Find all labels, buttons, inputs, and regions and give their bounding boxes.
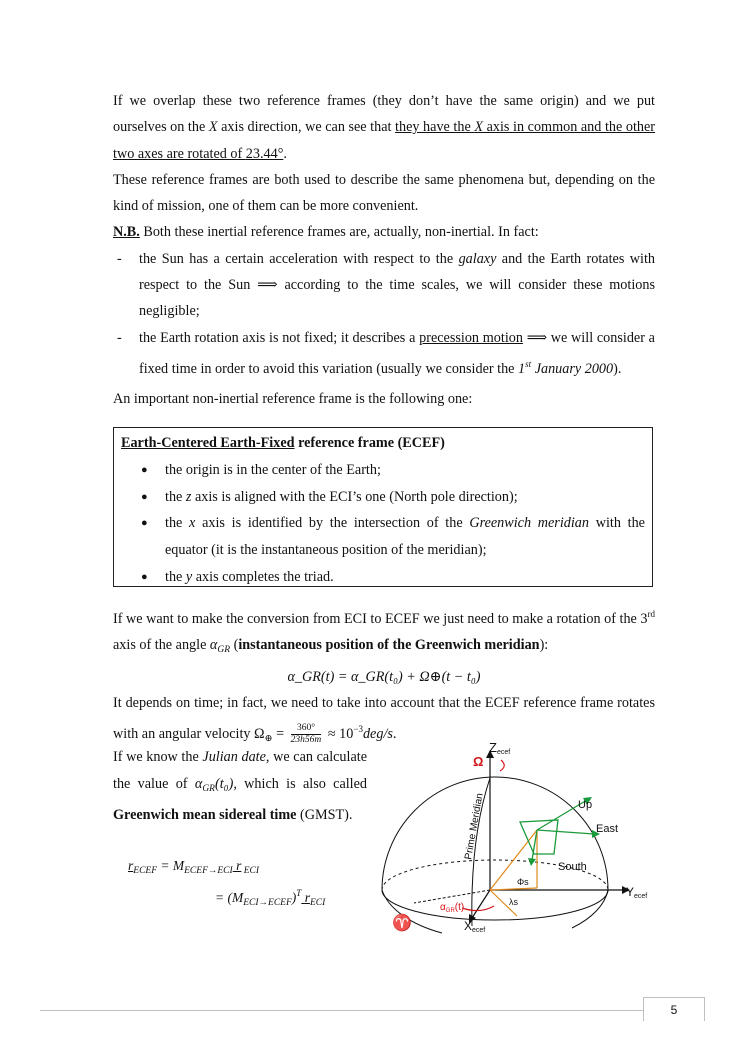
subscript: GR <box>217 645 231 656</box>
text-span: It depends on time; in fact, we need to take into account that the ECEF reference frame rotates with an angular velocity Ω <box>113 694 655 743</box>
text-span: ): <box>539 637 549 654</box>
east-vector <box>537 830 594 834</box>
nb-label: N.B. <box>113 224 140 241</box>
subscript: ECEF <box>133 866 158 876</box>
bold-term: instantaneous position of the Greenwich meridian <box>238 637 540 654</box>
fraction-denominator: 23h56m <box>290 735 322 746</box>
text-span: . <box>392 726 397 743</box>
fraction <box>291 723 322 746</box>
text-span: = M <box>157 858 185 873</box>
angle-value: 23.44° <box>245 145 284 162</box>
text-span: axis in common and the other two axes are rotated of <box>113 119 656 162</box>
text-span <box>113 601 655 664</box>
paragraph-nb <box>113 219 655 245</box>
italic-term: Julian date <box>202 749 266 765</box>
omega-rotation-arrow <box>500 760 504 771</box>
math-x: X <box>208 119 218 136</box>
text-span: the Earth rotation axis is not fixed; it describes a <box>139 329 420 346</box>
south-arrow <box>528 858 536 866</box>
math-x: X <box>474 119 484 136</box>
list-item-text: the origin is in the center of the Earth; <box>165 461 381 478</box>
text-span: If we overlap these two reference frames (they don’t have the same origin) and we put ourselves on the <box>113 93 655 136</box>
superscript: T <box>296 888 302 898</box>
text-span: ). <box>613 360 622 377</box>
text-span: with the equator (it is the instantaneous position of the meridian); <box>165 515 645 559</box>
text-span: axis completes the triad. <box>192 568 334 585</box>
text-span: ( <box>230 637 239 654</box>
bullet-dot: ● <box>141 490 148 503</box>
bold-term: Greenwich mean sidereal time <box>113 807 297 823</box>
bullet-dot: ● <box>141 517 148 530</box>
list-item-text <box>139 325 655 383</box>
subscript: GR <box>202 783 215 794</box>
sphere-lower <box>382 890 442 933</box>
equation-r-ecef <box>128 858 259 876</box>
math-alpha: α <box>209 637 218 654</box>
math-t0: (t₀) <box>214 775 234 792</box>
text-span: , we can calculate the value of <box>113 749 368 792</box>
paragraph-overlap <box>113 88 655 167</box>
text-span: they have the <box>395 119 475 136</box>
text-span: the <box>165 515 190 532</box>
z-label: Zecef <box>489 740 511 756</box>
superscript: st <box>525 358 532 369</box>
subscript: ECI <box>309 898 326 908</box>
list-item <box>121 564 645 591</box>
x-axis <box>472 890 490 918</box>
text-span: ⟹ we will consider a fixed time in order to avoid this variation (usually we consider the <box>139 329 655 377</box>
text-span: the Sun has a certain acceleration with respect to the <box>139 250 459 267</box>
text-span: axis direction, we can see that <box>217 119 396 136</box>
prime-meridian-label: Prime Meridian <box>463 792 486 861</box>
up-label: Up <box>578 799 593 811</box>
subscript: ⊕ <box>264 734 273 745</box>
superscript: −3 <box>353 724 363 735</box>
text-span: ≈ 10 <box>324 726 354 743</box>
phi-label: Φs <box>517 877 529 887</box>
italic-term: galaxy <box>458 250 497 267</box>
math-z: z <box>185 488 192 505</box>
text-span: the <box>165 568 186 585</box>
alpha-gr-label: $\alpha_{GR}(t)$ <box>440 902 465 914</box>
box-title <box>121 430 645 457</box>
paragraph-conversion <box>113 601 655 752</box>
x-label: Xecef <box>464 919 486 934</box>
text-span: the <box>165 488 186 505</box>
unit: deg/s <box>362 726 393 743</box>
text-span: . <box>283 145 287 162</box>
aries-icon: ♈ <box>392 915 412 932</box>
text-span: , which is also called <box>233 775 368 792</box>
page-number: 5 <box>670 1003 678 1017</box>
list-item <box>121 484 645 511</box>
fraction-numerator: 360° <box>291 723 322 735</box>
math-x: x <box>189 515 196 532</box>
east-label: East <box>596 823 619 835</box>
paragraph-julian <box>113 744 367 829</box>
vector-r: r <box>128 858 134 873</box>
sphere-lower <box>572 890 608 928</box>
equation-alpha-gr: α_GR(t) = α_GR(t₀) + Ω⊕(t − t₀) <box>287 668 481 685</box>
text-span: axis of the angle <box>113 637 210 654</box>
text-span: 1 <box>518 360 526 377</box>
text-span: If we know the <box>113 749 203 765</box>
text-span: If we want to make the conversion from ECI to ECEF we just need to make a rotation of the 3 <box>113 611 648 627</box>
list-item-text <box>165 564 645 591</box>
text-span: ) <box>291 890 297 905</box>
list-item <box>121 457 645 484</box>
text-span: = (M <box>215 890 244 905</box>
text-span: January 2000 <box>531 360 614 377</box>
superscript: rd <box>647 609 655 619</box>
text-span: axis is identified by the intersection of the <box>195 515 470 532</box>
list-item-text <box>139 246 655 325</box>
lambda-label: λs <box>509 897 518 907</box>
subscript: ECEF→ECI <box>184 866 233 876</box>
dash-bullet: - <box>117 329 122 346</box>
omega-label: Ω <box>473 754 484 769</box>
local-tangent-plane <box>520 820 558 854</box>
text-span: = <box>272 726 288 743</box>
aries-direction <box>414 890 490 903</box>
math-alpha: α <box>194 775 203 792</box>
footer-line <box>40 1010 705 1011</box>
date-text <box>518 358 614 377</box>
south-label: South <box>558 861 587 873</box>
text-span: reference frame (ECEF) <box>294 435 445 451</box>
vector-r: r <box>232 858 242 873</box>
equation-transpose <box>215 888 325 908</box>
bullet-dot: ● <box>141 463 148 476</box>
text-span: Both these inertial reference frames are, actually, non-inertial. In fact: <box>139 224 539 241</box>
text-span: An important non-inertial reference frame is the following one: <box>113 391 473 407</box>
list-item-text <box>165 484 645 511</box>
underlined-term: precession motion <box>419 329 523 346</box>
paragraph-convenience: These reference frames are both used to describe the same phenomena but, depending on the kind of mission, one of them can be more convenient. <box>113 171 655 215</box>
paragraph-important <box>113 386 655 412</box>
ecef-diagram <box>372 738 662 938</box>
subscript: ECI <box>241 866 260 876</box>
page-number-box <box>643 997 705 1021</box>
list-item <box>121 510 645 564</box>
list-item <box>113 246 655 325</box>
text-span: axis is aligned with the ECI’s one (North pole direction); <box>191 488 518 505</box>
y-label: Yecef <box>626 885 648 900</box>
text-span: (GMST). <box>296 807 353 823</box>
dash-bullet: - <box>117 250 122 267</box>
italic-term: Greenwich meridian <box>469 515 589 532</box>
subscript: ECI→ECEF <box>243 898 292 908</box>
math-y: y <box>185 568 193 585</box>
text-span: and the Earth rotates with respect to the Sun ⟹ according to the time scales, we will consider these motions negligible; <box>139 250 655 320</box>
list-item-text <box>165 510 645 564</box>
bullet-dot: ● <box>141 570 148 583</box>
sphere-outline <box>382 777 608 890</box>
list-item <box>113 325 655 383</box>
vector-r: r <box>301 890 310 905</box>
ecef-definition-box <box>113 427 653 587</box>
intro-text <box>113 88 655 382</box>
ecef-bullet-list <box>121 457 645 591</box>
text-span: Earth-Centered Earth-Fixed <box>121 435 295 451</box>
